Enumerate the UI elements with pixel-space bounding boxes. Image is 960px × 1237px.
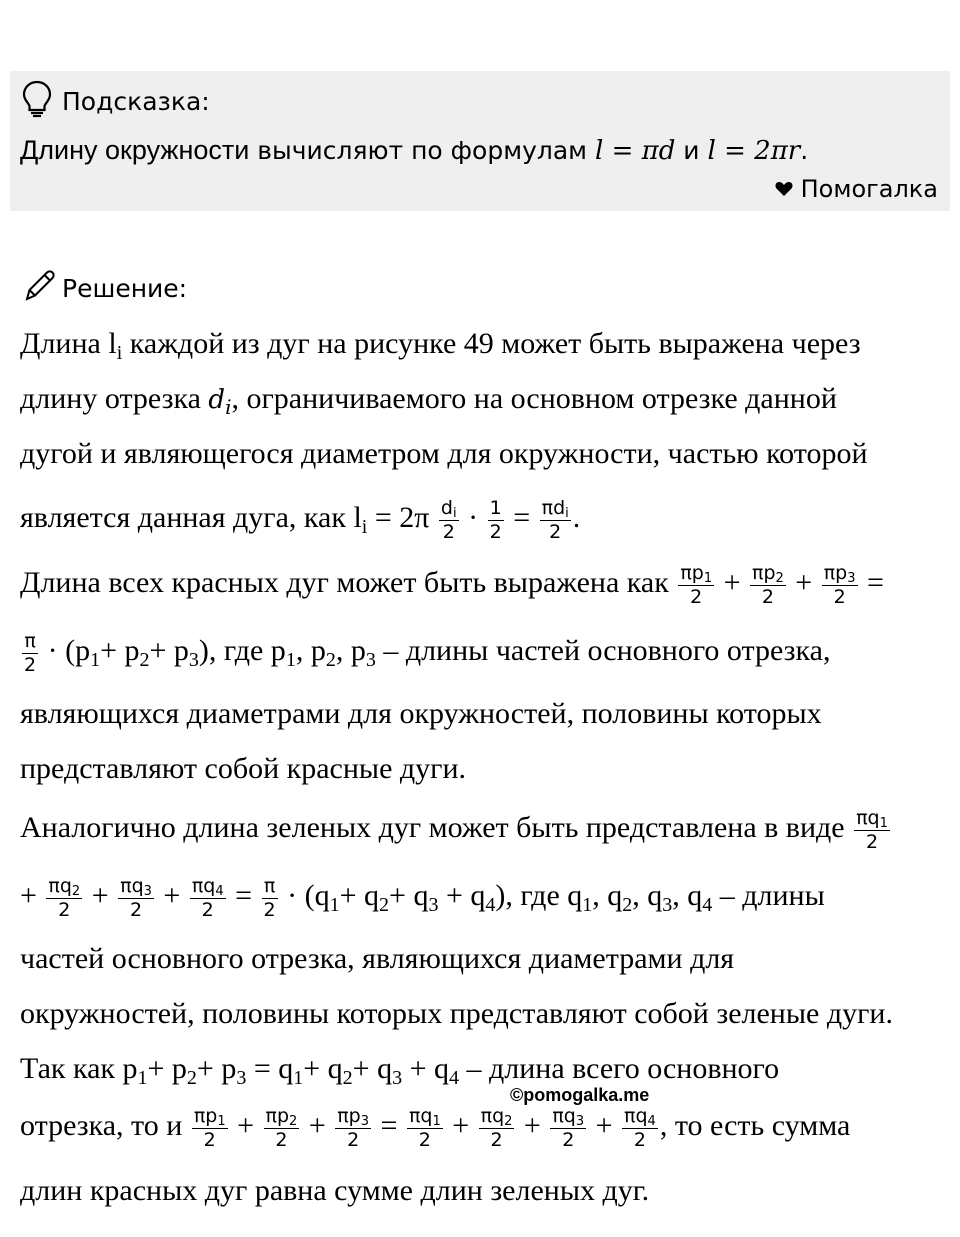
solution-line: представляют собой красные дуги. xyxy=(20,752,467,785)
solution-line: Так как $p_1+ p_2+ p_3 = q_1+ q_2+ q_3 + q_4$ – длина всего основного xyxy=(20,1052,780,1089)
fraction: $\frac{\pi p_2}{2}$ xyxy=(752,562,784,608)
fraction: $\frac{\pi}{2}$ xyxy=(263,875,276,921)
fraction: $\frac{\pi p_3}{2}$ xyxy=(823,562,856,608)
fraction: $\frac{\pi q_4}{2}$ xyxy=(191,875,224,921)
fraction: $\frac{\pi p_2}{2}$ xyxy=(265,1105,298,1151)
fraction: $\frac{\pi q_3}{2}$ xyxy=(120,875,152,921)
hint-end: . xyxy=(800,136,809,165)
solution-line: дугой и являющегося диаметром для окружности, частью которой xyxy=(20,437,868,470)
hint-title: Подсказка: xyxy=(62,86,210,116)
credit xyxy=(775,175,938,203)
hint-box xyxy=(10,71,950,211)
heart-icon xyxy=(775,175,801,203)
hint-text xyxy=(20,135,808,166)
credit-label: Помогалка xyxy=(800,175,938,203)
solution-line: $\frac{\pi}{2}$ · $(p_1+ p_2+ p_3)$, где $p_1$, $p_2$, $p_3$ – длины частей основного отрезка, xyxy=(24,630,831,676)
solution-line: отрезка, то и $\frac{\pi p_1}{2}$ + $\frac{\pi p_2}{2}$ + $\frac{\pi p_3}{2}$ = $\frac{\pi q_1}{2}$ + $\frac{\pi q_2}{2}$ + $\frac{\pi q_3}{2}$ + $\frac{\pi q_4}{2}$ , то есть сумма xyxy=(20,1105,851,1151)
lightbulb-icon xyxy=(22,80,52,122)
fraction: $\frac{\pi p_1}{2}$ xyxy=(193,1105,226,1151)
hint-header xyxy=(22,79,210,123)
solution-line: длин красных дуг равна сумме длин зеленых дуг. xyxy=(20,1174,650,1207)
solution-line: окружностей, половины которых представляют собой зеленые дуги. xyxy=(20,997,893,1030)
solution-title: Решение: xyxy=(62,273,188,303)
solution-line: являющихся диаметрами для окружностей, половины которых xyxy=(20,697,822,730)
fraction: $\frac{1}{2}$ xyxy=(489,497,502,543)
solution-line: Длина $l_i$ каждой из дуг на рисунке 49 может быть выражена через xyxy=(20,327,861,364)
fraction: $\frac{\pi d_i}{2}$ xyxy=(541,497,569,543)
fraction: $\frac{\pi q_1}{2}$ xyxy=(408,1105,441,1151)
hint-formula-2: l = 2πr xyxy=(707,136,801,166)
solution-line: частей основного отрезка, являющихся диаметрами для xyxy=(20,942,735,975)
solution-line: Аналогично длина зеленых дуг может быть представлена в виде $\frac{\pi q_1}{2}$ xyxy=(20,807,888,853)
fraction: $\frac{\pi q_3}{2}$ xyxy=(552,1105,585,1151)
fraction: $\frac{\pi p_3}{2}$ xyxy=(337,1105,370,1151)
solution-line: является данная дуга, как $l_i = 2\pi$ $\frac{d_i}{2}$ · $\frac{1}{2}$ = $\frac{\pi d_i}{2}$ . xyxy=(20,497,581,543)
pencil-icon xyxy=(22,268,56,308)
hint-and: и xyxy=(675,136,708,165)
fraction: $\frac{\pi q_1}{2}$ xyxy=(856,807,888,853)
hint-formula-1: l = πd xyxy=(594,136,676,166)
hint-text-part: вычисляют по формулам xyxy=(249,136,595,165)
watermark: ©pomogalka.me xyxy=(510,1085,650,1105)
fraction: $\frac{\pi q_2}{2}$ xyxy=(480,1105,513,1151)
solution-line: длину отрезка $d_i$, ограничиваемого на основном отрезке данной xyxy=(20,382,837,419)
hint-term: Длину окружности xyxy=(20,135,250,165)
fraction: $\frac{\pi}{2}$ xyxy=(24,630,37,676)
fraction: $\frac{\pi q_4}{2}$ xyxy=(624,1105,656,1151)
fraction: $\frac{d_i}{2}$ xyxy=(440,497,457,543)
solution-line: + $\frac{\pi q_2}{2}$ + $\frac{\pi q_3}{2}$ + $\frac{\pi q_4}{2}$ = $\frac{\pi}{2}$ · $(q_1+ q_2+ q_3 + q_4)$, где $q_1$, $q_2$, $q_3$, $q_4$ – длины xyxy=(20,875,825,921)
fraction: $\frac{\pi p_1}{2}$ xyxy=(680,562,713,608)
fraction: $\frac{\pi q_2}{2}$ xyxy=(48,875,81,921)
solution-line: Длина всех красных дуг может быть выражена как $\frac{\pi p_1}{2}$ + $\frac{\pi p_2}{2}$ + $\frac{\pi p_3}{2}$ = xyxy=(20,562,884,608)
solution-header xyxy=(22,268,187,308)
